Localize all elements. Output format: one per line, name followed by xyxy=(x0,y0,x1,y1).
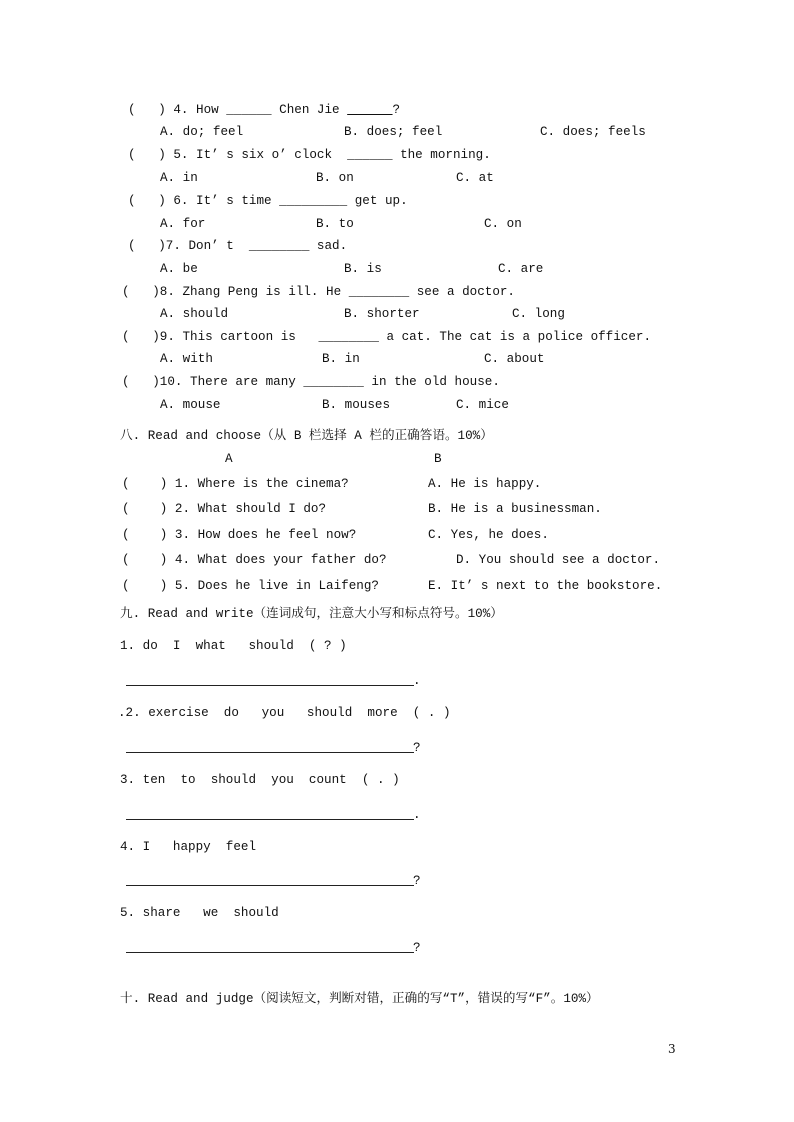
match-answer-d: D. You should see a doctor. xyxy=(456,553,661,567)
match-answer-b: B. He is a businessman. xyxy=(428,502,602,516)
reorder-words-5: 5. share we should xyxy=(120,906,279,920)
question-7: ( )7. Don’ t ________ sad. xyxy=(128,239,348,253)
column-a-header: A xyxy=(225,452,233,466)
q5-option-c: C. at xyxy=(456,171,494,185)
reorder-words-4: 4. I happy feel xyxy=(120,840,257,854)
question-6: ( ) 6. It’ s time _________ get up. xyxy=(128,194,408,208)
reorder-words-3: 3. ten to should you count ( . ) xyxy=(120,773,400,787)
match-question-3: ( ) 3. How does he feel now? xyxy=(122,528,357,542)
section-8-title: 八. Read and choose（从 B 栏选择 A 栏的正确答语。10%） xyxy=(120,429,493,443)
reorder-words-1: 1. do I what should ( ? ) xyxy=(120,639,347,653)
q4-option-c: C. does; feels xyxy=(540,125,646,139)
q10-option-b: B. mouses xyxy=(322,398,391,412)
q7-option-b: B. is xyxy=(344,262,382,276)
match-answer-e: E. It’ s next to the bookstore. xyxy=(428,579,663,593)
answer-line-1[interactable] xyxy=(126,685,414,686)
reorder-words-2: .2. exercise do you should more ( . ) xyxy=(118,706,451,720)
q5-option-a: A. in xyxy=(160,171,198,185)
column-b-header: B xyxy=(434,452,442,466)
match-answer-c: C. Yes, he does. xyxy=(428,528,549,542)
q10-option-c: C. mice xyxy=(456,398,509,412)
q8-option-a: A. should xyxy=(160,307,229,321)
answer-line-2[interactable] xyxy=(126,752,414,753)
match-question-2: ( ) 2. What should I do? xyxy=(122,502,327,516)
q7-option-a: A. be xyxy=(160,262,198,276)
q7-option-c: C. are xyxy=(498,262,544,276)
q6-option-b: B. to xyxy=(316,217,354,231)
q8-option-b: B. shorter xyxy=(344,307,420,321)
question-9: ( )9. This cartoon is ________ a cat. The cat is a police officer. xyxy=(122,330,652,344)
answer-line-5[interactable] xyxy=(126,952,414,953)
match-question-1: ( ) 1. Where is the cinema? xyxy=(122,477,349,491)
match-question-4: ( ) 4. What does your father do? xyxy=(122,553,387,567)
q6-option-a: A. for xyxy=(160,217,206,231)
question-8: ( )8. Zhang Peng is ill. He ________ see a doctor. xyxy=(122,285,515,299)
q4-option-a: A. do; feel xyxy=(160,125,244,139)
q5-option-b: B. on xyxy=(316,171,354,185)
q9-option-b: B. in xyxy=(322,352,360,366)
q8-option-c: C. long xyxy=(512,307,565,321)
q9-option-a: A. with xyxy=(160,352,213,366)
match-question-5: ( ) 5. Does he live in Laifeng? xyxy=(122,579,379,593)
question-5: ( ) 5. It’ s six o’ clock ______ the morning. xyxy=(128,148,491,162)
page-number: 3 xyxy=(668,1042,676,1056)
match-answer-a: A. He is happy. xyxy=(428,477,542,491)
answer-end-1: . xyxy=(413,674,421,688)
answer-end-3: . xyxy=(413,808,421,822)
q6-option-c: C. on xyxy=(484,217,522,231)
question-4: ( ) 4. How ______ Chen Jie ? xyxy=(128,103,401,117)
q9-option-c: C. about xyxy=(484,352,545,366)
question-10: ( )10. There are many ________ in the old house. xyxy=(122,375,500,389)
answer-end-2: ? xyxy=(413,741,421,755)
answer-line-3[interactable] xyxy=(126,819,414,820)
answer-end-5: ? xyxy=(413,941,421,955)
section-9-title: 九. Read and write（连词成句，注意大小写和标点符号。10%） xyxy=(120,607,503,621)
q4-option-b: B. does; feel xyxy=(344,125,443,139)
section-10-title: 十. Read and judge（阅读短文，判断对错，正确的写“T”，错误的写“F”。10%） xyxy=(120,992,599,1006)
q10-option-a: A. mouse xyxy=(160,398,221,412)
answer-line-4[interactable] xyxy=(126,885,414,886)
answer-end-4: ? xyxy=(413,874,421,888)
